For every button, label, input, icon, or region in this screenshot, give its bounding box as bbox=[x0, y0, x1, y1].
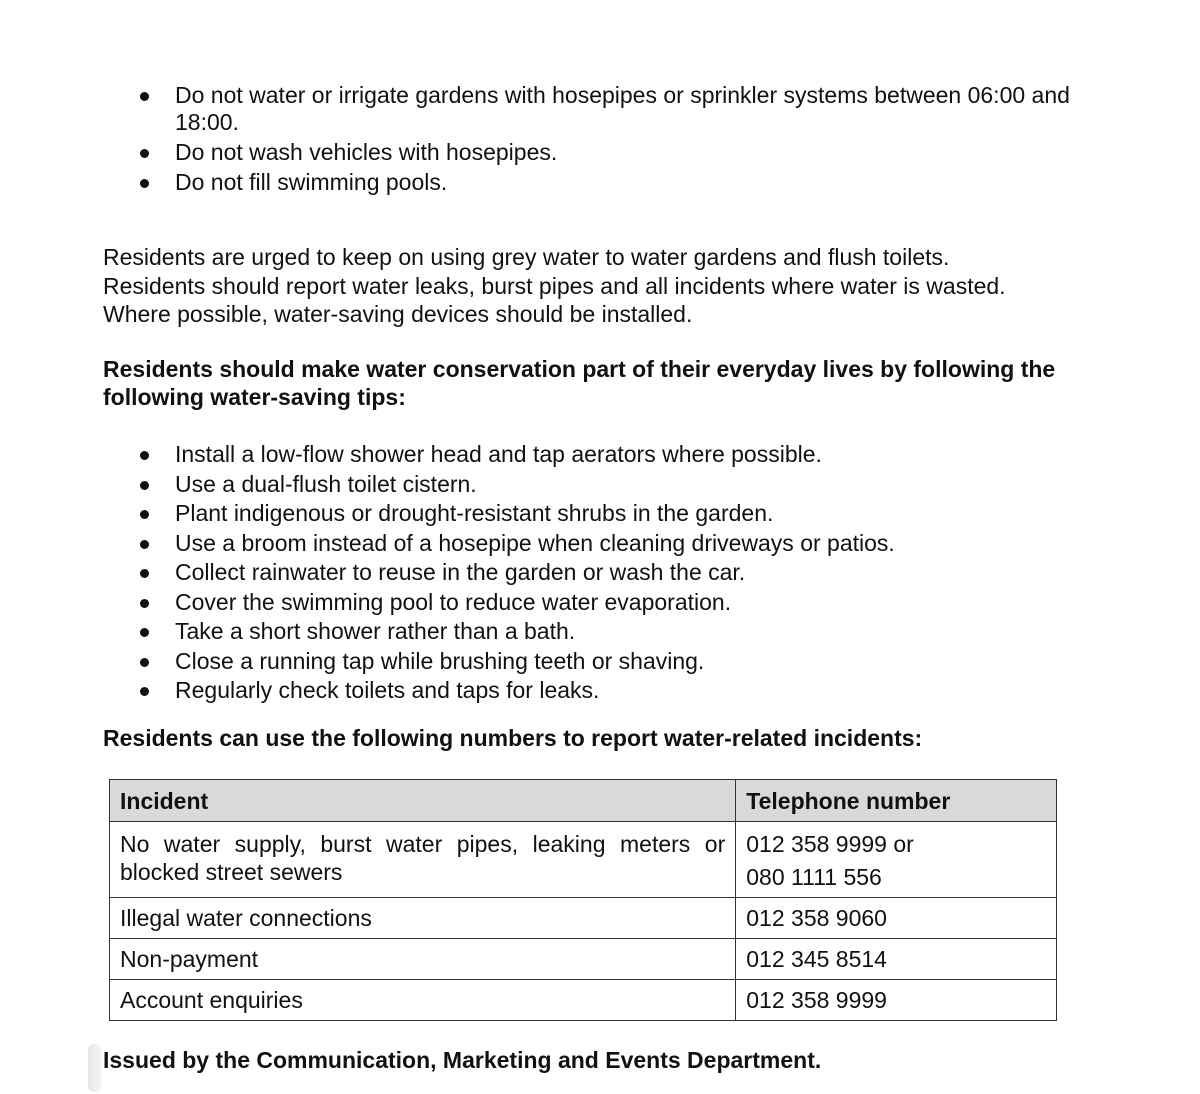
list-item: Collect rainwater to reuse in the garden or wash the car. bbox=[140, 558, 1100, 588]
column-header-incident: Incident bbox=[110, 780, 736, 822]
phone-number: 012 358 9999 bbox=[746, 987, 887, 1013]
phone-cell bbox=[736, 939, 1057, 980]
phone-cell bbox=[736, 898, 1057, 939]
table-row bbox=[110, 822, 1057, 898]
numbers-heading: Residents can use the following numbers to report water-related incidents: bbox=[103, 725, 923, 751]
list-item: Use a dual-flush toilet cistern. bbox=[140, 470, 1100, 500]
restrictions-list bbox=[140, 82, 1100, 196]
list-item: Do not water or irrigate gardens with hosepipes or sprinkler systems between 06:00 and 18:00. bbox=[140, 82, 1100, 136]
incident-cell: Illegal water connections bbox=[110, 898, 736, 939]
tips-list bbox=[140, 440, 1100, 706]
list-item: Do not fill swimming pools. bbox=[140, 169, 1100, 196]
paragraph-line: Residents should report water leaks, burst pipes and all incidents where water is wasted. bbox=[103, 272, 1006, 299]
phone-number: 012 358 9060 bbox=[746, 905, 887, 931]
table-row bbox=[110, 939, 1057, 980]
table-row bbox=[110, 980, 1057, 1021]
incident-numbers-table bbox=[109, 779, 1057, 1021]
tips-heading: Residents should make water conservation part of their everyday lives by following the following water-saving tips: bbox=[103, 356, 1056, 410]
incident-cell: No water supply, burst water pipes, leaking meters or blocked street sewers bbox=[110, 822, 736, 898]
page-fold-shadow bbox=[88, 1044, 102, 1092]
phone-number: 080 1111 556 bbox=[746, 864, 882, 890]
grey-water-paragraph bbox=[103, 243, 1103, 329]
incident-cell: Non-payment bbox=[110, 939, 736, 980]
list-item: Take a short shower rather than a bath. bbox=[140, 617, 1100, 647]
list-item: Cover the swimming pool to reduce water evaporation. bbox=[140, 588, 1100, 618]
issued-by-footer: Issued by the Communication, Marketing and Events Department. bbox=[103, 1047, 822, 1073]
list-item: Plant indigenous or drought-resistant shrubs in the garden. bbox=[140, 499, 1100, 529]
phone-cell bbox=[736, 822, 1057, 898]
incident-cell: Account enquiries bbox=[110, 980, 736, 1021]
list-item: Do not wash vehicles with hosepipes. bbox=[140, 139, 1100, 166]
list-item: Use a broom instead of a hosepipe when cleaning driveways or patios. bbox=[140, 529, 1100, 559]
phone-number: 012 358 9999 or bbox=[746, 831, 914, 857]
list-item: Regularly check toilets and taps for leaks. bbox=[140, 676, 1100, 706]
paragraph-line: Where possible, water-saving devices should be installed. bbox=[103, 301, 693, 327]
phone-number: 012 345 8514 bbox=[746, 946, 887, 972]
list-item: Close a running tap while brushing teeth or shaving. bbox=[140, 647, 1100, 677]
table-row bbox=[110, 898, 1057, 939]
paragraph-line: Residents are urged to keep on using grey water to water gardens and flush toilets. bbox=[103, 244, 950, 270]
table-header-row bbox=[110, 780, 1057, 822]
phone-cell bbox=[736, 980, 1057, 1021]
list-item: Install a low-flow shower head and tap aerators where possible. bbox=[140, 440, 1100, 470]
column-header-telephone: Telephone number bbox=[736, 780, 1057, 822]
